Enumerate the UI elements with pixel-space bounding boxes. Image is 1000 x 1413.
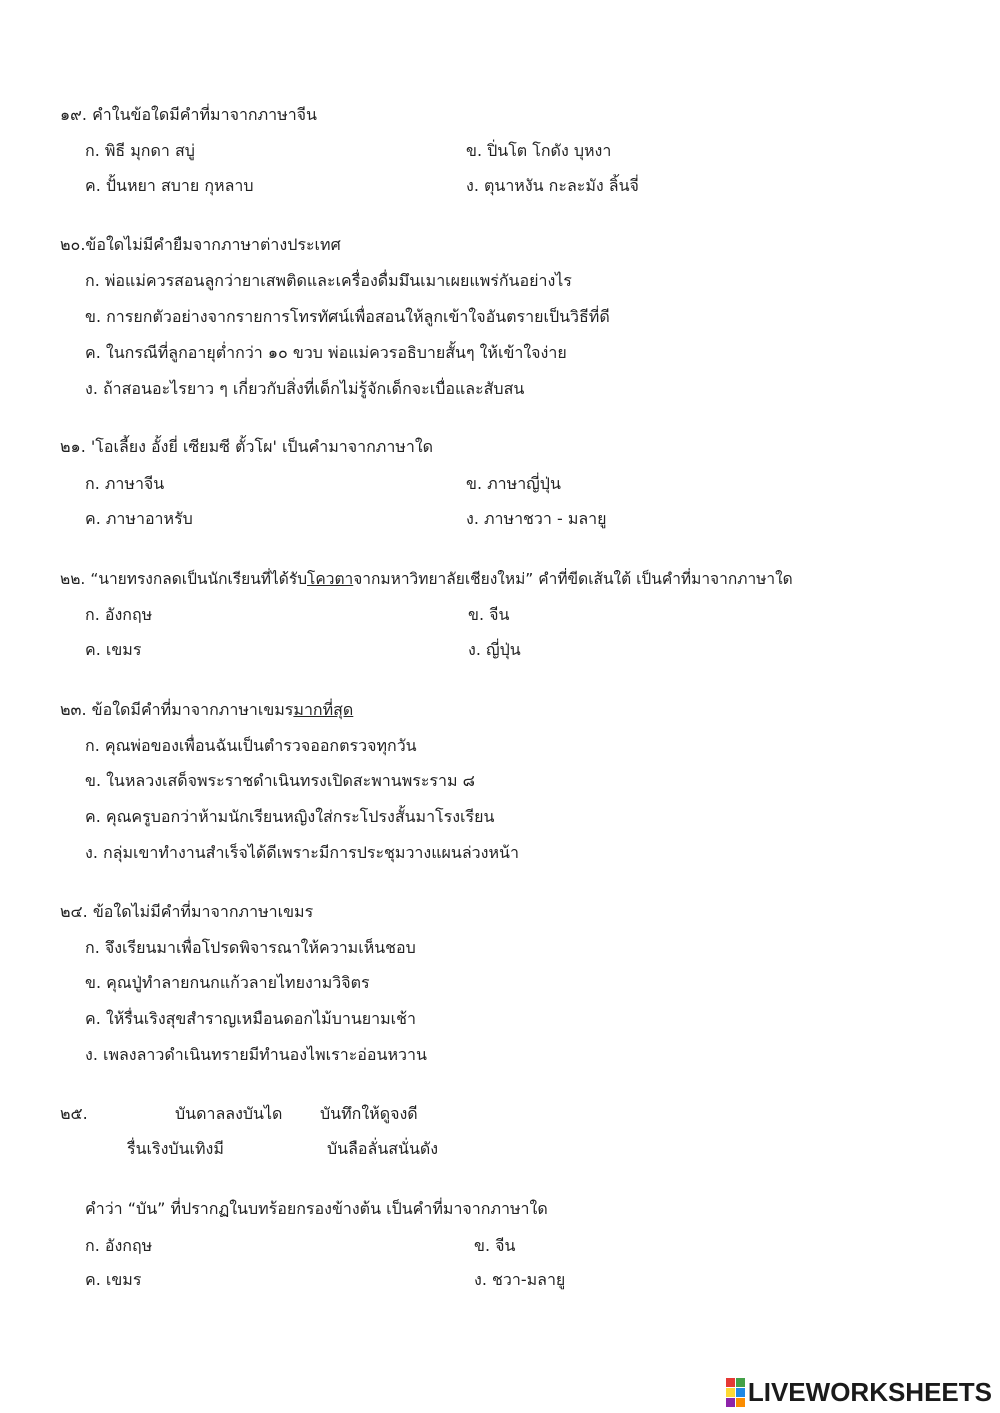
option-a: ก. อังกฤษ xyxy=(85,605,153,624)
logo-text: LIVEWORKSHEETS xyxy=(747,1376,992,1407)
option-d: ง. ถ้าสอนอะไรยาว ๆ เกี่ยวกับสิ่งที่เด็กไม่รู้จักเด็กจะเบื่อและสับสน xyxy=(85,379,525,398)
option-a: ก. จึงเรียนมาเพื่อโปรดพิจารณาให้ความเห็นชอบ xyxy=(85,938,416,957)
question-prompt: “นายทรงกลดเป็นนักเรียนที่ได้รับ xyxy=(90,570,308,588)
question-19-text xyxy=(60,103,317,128)
question-number: ๒๒. xyxy=(60,570,86,588)
option-c: ค. ภาษาอาหรับ xyxy=(85,509,193,528)
question-number: ๒๐. xyxy=(60,235,86,254)
option-b: ข. ในหลวงเสด็จพระราชดำเนินทรงเปิดสะพานพระราม ๘ xyxy=(85,771,475,790)
question-24-text xyxy=(60,900,313,925)
option-b: ข. ภาษาญี่ปุ่น xyxy=(466,474,561,493)
poem-line: รื่นเริงบันเทิงมี xyxy=(127,1139,224,1158)
option-b: ข. ปิ่นโต โกดัง บุหงา xyxy=(466,141,612,160)
poem-line: บันทึกให้ดูจงดี xyxy=(320,1104,418,1123)
question-number: ๑๙. xyxy=(60,105,87,124)
question-number: ๒๔. xyxy=(60,902,88,921)
option-b: ข. จีน xyxy=(474,1236,516,1255)
option-a: ก. ภาษาจีน xyxy=(85,474,165,493)
option-a: ก. พ่อแม่ควรสอนลูกว่ายาเสพติดและเครื่องดื่มมึนเมาเผยแพร่กันอย่างไร xyxy=(85,271,572,290)
question-prompt: คำว่า “บัน” ที่ปรากฏในบทร้อยกรองข้างต้น เป็นคำที่มาจากภาษาใด xyxy=(85,1199,548,1218)
option-d: ง. ตุนาหงัน กะละมัง ลิ้นจี่ xyxy=(466,176,639,195)
option-a: ก. คุณพ่อของเพื่อนฉันเป็นตำรวจออกตรวจทุกวัน xyxy=(85,736,417,755)
question-number: ๒๑. xyxy=(60,437,86,456)
option-d: ง. ภาษาชวา - มลายู xyxy=(466,509,607,528)
option-c: ค. ปั้นหยา สบาย กุหลาบ xyxy=(85,176,254,195)
question-22-text xyxy=(60,566,793,591)
question-23-text xyxy=(60,698,353,723)
option-d: ง. กลุ่มเขาทำงานสำเร็จได้ดีเพราะมีการประชุมวางแผนล่วงหน้า xyxy=(85,843,519,862)
option-b: ข. คุณปู่ทำลายกนกแก้วลายไทยงามวิจิตร xyxy=(85,973,370,992)
question-prompt: ข้อใดไม่มีคำที่มาจากภาษาเขมร xyxy=(92,902,314,921)
question-prompt: คำในข้อใดมีคำที่มาจากภาษาจีน xyxy=(92,105,317,124)
option-b: ข. การยกตัวอย่างจากรายการโทรทัศน์เพื่อสอนให้ลูกเข้าใจอันตรายเป็นวิธีที่ดี xyxy=(85,307,610,326)
question-prompt-rest: จากมหาวิทยาลัยเชียงใหม่” คำที่ขีดเส้นใต้ เป็นคำที่มาจากภาษาใด xyxy=(353,570,793,588)
question-20-text xyxy=(60,233,341,258)
option-c: ค. ให้รื่นเริงสุขสำราญเหมือนดอกไม้บานยามเช้า xyxy=(85,1009,416,1028)
option-d: ง. เพลงลาวดำเนินทรายมีทำนองไพเราะอ่อนหวาน xyxy=(85,1045,427,1064)
question-25-number: ๒๕. xyxy=(60,1104,88,1123)
poem-line: บันลือลั่นสนั่นดัง xyxy=(327,1139,439,1158)
question-21-text xyxy=(60,435,433,460)
option-a: ก. พิธี มุกดา สบู่ xyxy=(85,141,195,160)
option-c: ค. ในกรณีที่ลูกอายุต่ำกว่า ๑๐ ขวบ พ่อแม่ควรอธิบายสั้นๆ ให้เข้าใจง่าย xyxy=(85,343,567,362)
logo-blocks-icon xyxy=(726,1378,745,1407)
option-b: ข. จีน xyxy=(468,605,510,624)
poem-line: บันดาลลงบันได xyxy=(175,1104,283,1123)
underlined-word: โควตา xyxy=(307,570,354,588)
question-number: ๒๓. xyxy=(60,700,87,719)
underlined-word: มากที่สุด xyxy=(293,700,354,719)
question-prompt: ข้อใดไม่มีคำยืมจากภาษาต่างประเทศ xyxy=(85,235,341,254)
question-prompt: ข้อใดมีคำที่มาจากภาษาเขมร xyxy=(91,700,294,719)
option-c: ค. คุณครูบอกว่าห้ามนักเรียนหญิงใส่กระโปรงสั้นมาโรงเรียน xyxy=(85,807,495,826)
option-d: ง. ญี่ปุ่น xyxy=(468,640,521,659)
option-c: ค. เขมร xyxy=(85,1270,142,1289)
option-c: ค. เขมร xyxy=(85,640,142,659)
option-a: ก. อังกฤษ xyxy=(85,1236,153,1255)
liveworksheets-logo[interactable] xyxy=(726,1377,992,1407)
option-d: ง. ชวา-มลายู xyxy=(474,1270,566,1289)
question-prompt: 'โอเลี้ยง อั้งยี่ เซียมซี ตั้วโผ' เป็นคำมาจากภาษาใด xyxy=(90,437,434,456)
